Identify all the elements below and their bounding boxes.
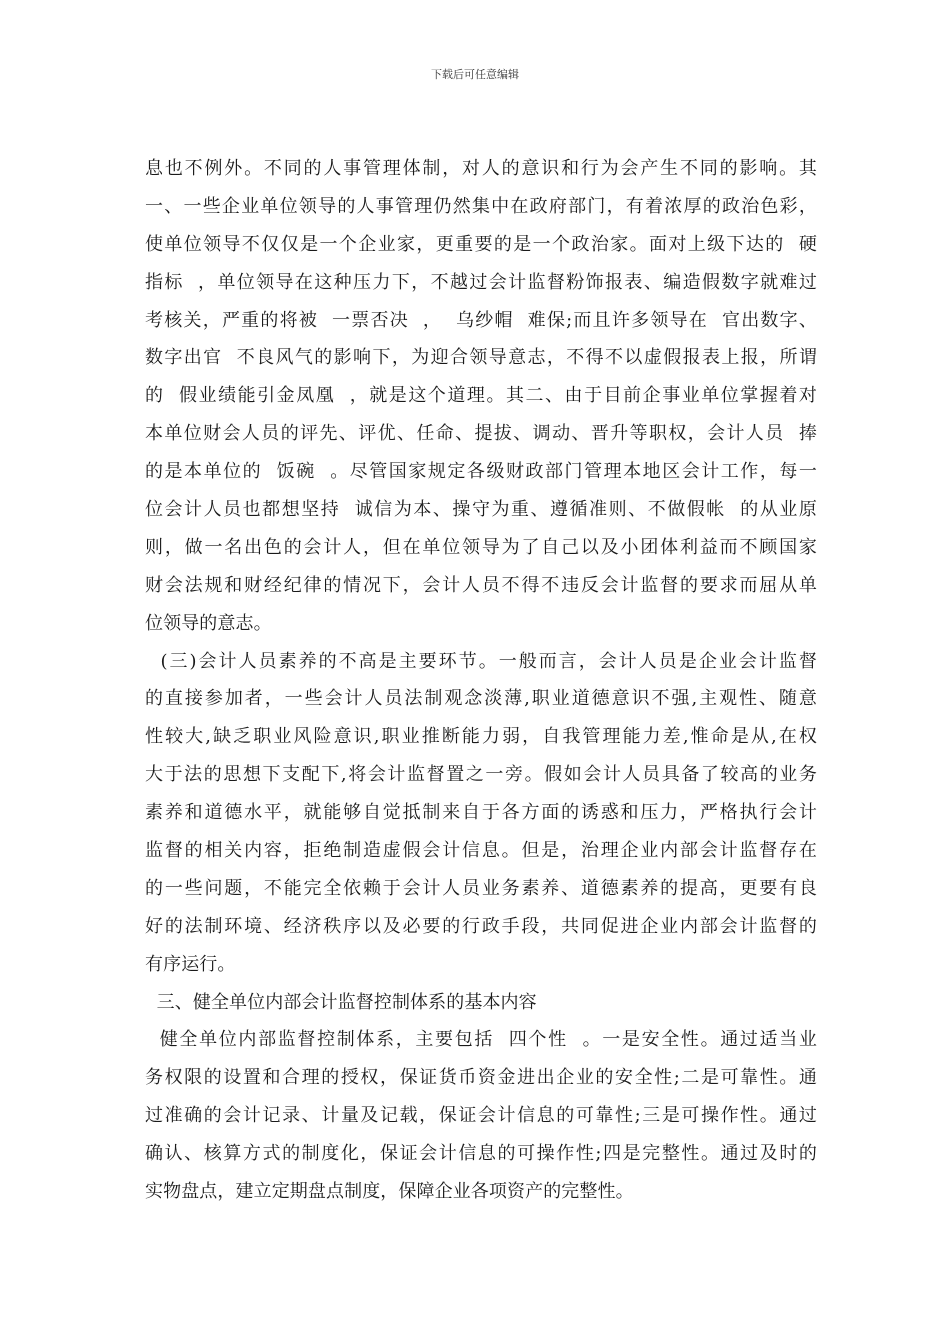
text-line: 息也不例外。不同的人事管理体制，对人的意识和行为会产生不同的影响。其: [145, 158, 817, 179]
text-line: 的 假业绩能引金凤凰 ，就是这个道理。其二、由于目前企事业单位掌握着对: [145, 385, 817, 407]
text-line: 数字出官 不良风气的影响下，为迎合领导意志，不得不以虚假报表上报，所谓: [145, 347, 817, 369]
document-body: [145, 150, 817, 1211]
paragraph: [145, 984, 817, 1022]
text-line: 一、一些企业单位领导的人事管理仍然集中在政府部门，有着浓厚的政治色彩，: [145, 195, 817, 217]
text-line: 实物盘点，建立定期盘点制度，保障企业各项资产的完整性。: [145, 1181, 634, 1203]
text-line: 过准确的会计记录、计量及记载，保证会计信息的可靠性;三是可操作性。通过: [145, 1105, 817, 1127]
text-line: 务权限的设置和合理的授权，保证货币资金进出企业的安全性;二是可靠性。通: [145, 1067, 817, 1089]
text-line: 好的法制环境、经济秩序以及必要的行政手段，共同促进企业内部会计监督的: [145, 915, 817, 937]
text-line: 有序运行。: [145, 953, 236, 975]
text-line: 本单位财会人员的评先、评优、任命、提拔、调动、晋升等职权，会计人员 捧: [145, 423, 817, 445]
page-header: 下载后可任意编辑: [431, 68, 519, 81]
text-line: 指标 ，单位领导在这种压力下，不越过会计监督粉饰报表、编造假数字就难过: [145, 271, 817, 293]
text-line: 健全单位内部监督控制体系，主要包括 四个性 。一是安全性。通过适当业: [145, 1029, 817, 1051]
text-line: (三)会计人员素养的不高是主要环节。一般而言，会计人员是企业会计监督: [145, 650, 817, 672]
text-line: 大于法的思想下支配下,将会计监督置之一旁。假如会计人员具备了较高的业务: [145, 764, 817, 786]
text-line: 使单位领导不仅仅是一个企业家，更重要的是一个政治家。面对上级下达的 硬: [145, 233, 817, 255]
text-line: 三、健全单位内部会计监督控制体系的基本内容: [145, 991, 537, 1013]
text-line: 的是本单位的 饭碗 。尽管国家规定各级财政部门管理本地区会计工作，每一: [145, 461, 817, 483]
text-line: 的直接参加者，一些会计人员法制观念淡薄,职业道德意识不强,主观性、随意: [145, 688, 817, 710]
text-line: 位领导的意志。: [145, 612, 272, 634]
text-line: 性较大,缺乏职业风险意识,职业推断能力弱，自我管理能力差,惟命是从,在权: [145, 726, 817, 748]
text-line: 的一些问题，不能完全依赖于会计人员业务素养、道德素养的提高，更要有良: [145, 877, 817, 899]
text-line: 确认、核算方式的制度化，保证会计信息的可操作性;四是完整性。通过及时的: [145, 1143, 817, 1165]
text-line: 考核关，严重的将被 一票否决 ， 乌纱帽 难保;而且许多领导在 官出数字、: [145, 309, 817, 331]
paragraph: [145, 1021, 817, 1210]
text-line: 位会计人员也都想坚持 诚信为本、操守为重、遵循准则、不做假帐 的从业原: [145, 499, 817, 521]
text-line: 素养和道德水平，就能够自觉抵制来自于各方面的诱惑和压力，严格执行会计: [145, 802, 817, 824]
paragraph: [145, 643, 817, 984]
text-line: 财会法规和财经纪律的情况下，会计人员不得不违反会计监督的要求而屈从单: [145, 574, 817, 596]
paragraph: [145, 150, 817, 643]
text-line: 则，做一名出色的会计人，但在单位领导为了自己以及小团体利益而不顾国家: [145, 536, 817, 558]
text-line: 监督的相关内容，拒绝制造虚假会计信息。但是，治理企业内部会计监督存在: [145, 840, 817, 862]
